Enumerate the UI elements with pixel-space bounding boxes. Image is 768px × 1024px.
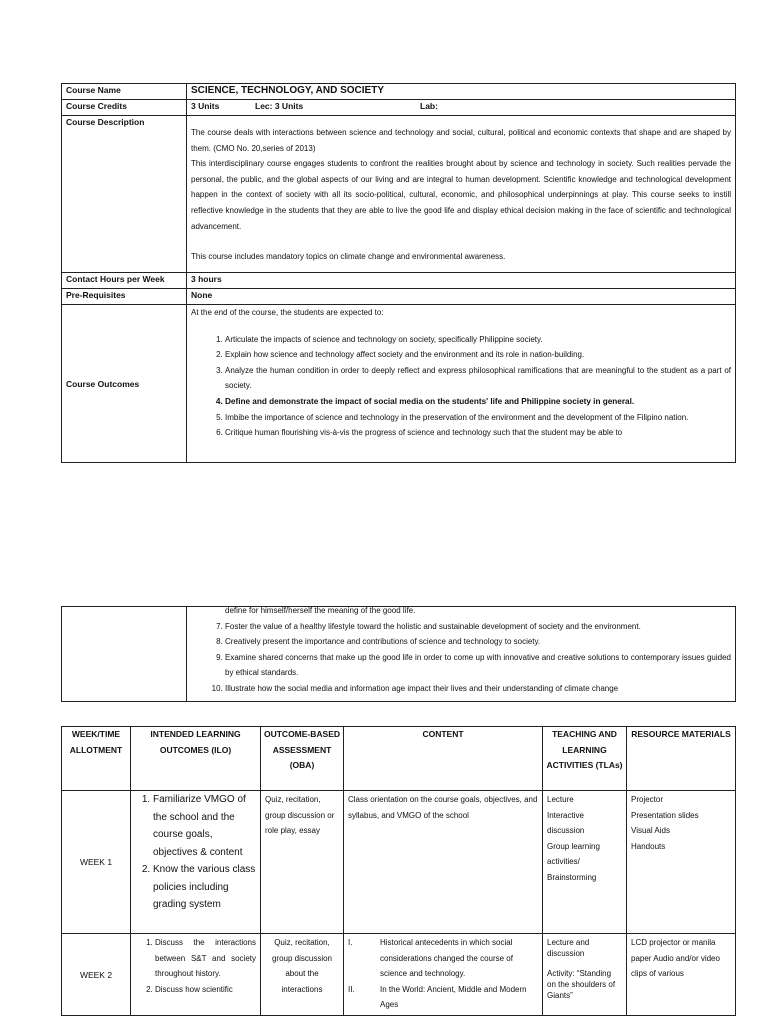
week-2-ilo-list xyxy=(135,935,256,997)
outcome-item: 2. Explain how science and technology affect society and the environment and its role in nation-building. xyxy=(225,347,731,363)
resource-item: Handouts xyxy=(631,841,666,851)
tla-item: Interactive discussion xyxy=(547,810,585,836)
course-credits-label: Course Credits xyxy=(62,100,187,116)
week-2-cell: WEEK 2 xyxy=(62,934,131,1016)
course-name-value: SCIENCE, TECHNOLOGY, AND SOCIETY xyxy=(187,84,736,100)
outcome-item: 5. Imbibe the importance of science and technology in the preservation of the environment and the development of the Filipino nation. xyxy=(225,410,731,426)
tla-activity xyxy=(547,968,622,1001)
prerequisites-value: None xyxy=(187,289,736,305)
ilo-item: 2. Know the various class policies including grading system xyxy=(153,861,258,914)
course-name-label: Course Name xyxy=(62,84,187,100)
table-row xyxy=(62,934,736,1016)
description-paragraph-2: This interdisciplinary course engages students to confront the realities brought about by science and technology in society. Such realities pervade the personal, the public, and the global aspects of our living and are integral to human development. Scientific knowledge and technological development happen in the context of society with all its socio-political, cultural, economic, and philosophical underpinnings at play. This course seeks to instill reflective knowledge in the students that they are able to live the good life and display ethical decision making in the face of scientific and technological advancement. xyxy=(191,159,731,231)
course-outcomes xyxy=(187,305,736,463)
week-1-ilo xyxy=(131,791,261,934)
contact-hours-value: 3 hours xyxy=(187,273,736,289)
description-paragraph-3: This course includes mandatory topics on climate change and environmental awareness. xyxy=(191,252,506,262)
resource-item: Presentation slides xyxy=(631,810,699,820)
week-2-ilo xyxy=(131,934,261,1016)
lab-value: Lab: xyxy=(420,101,438,111)
course-outcomes-label: Course Outcomes xyxy=(62,305,187,463)
continued-outcomes-list xyxy=(191,619,731,697)
course-info-table xyxy=(61,83,736,463)
units-value: 3 Units xyxy=(191,101,220,111)
lec-value: Lec: 3 Units xyxy=(255,101,304,111)
description-paragraph-1: The course deals with interactions between science and technology and social, cultural, political and economic contexts that shape and are shaped by them. (CMO No. 20,series of 2013) xyxy=(191,128,731,153)
header-tla: TEACHING AND LEARNING ACTIVITIES (TLAs) xyxy=(543,727,627,791)
outcomes-intro: At the end of the course, the students are expected to: xyxy=(191,308,384,317)
week-2-content xyxy=(344,934,543,1016)
outcome-item: 1. Articulate the impacts of science and technology on society, specifically Philippine society. xyxy=(225,332,731,348)
header-week: WEEK/TIME ALLOTMENT xyxy=(62,727,131,791)
week-1-tla xyxy=(543,791,627,934)
activity-label: Activity: xyxy=(547,969,575,978)
course-credits-value xyxy=(187,100,736,116)
prerequisites-label: Pre-Requisites xyxy=(62,289,187,305)
tla-item: Lecture and discussion xyxy=(547,938,590,958)
resource-item: Visual Aids xyxy=(631,826,670,836)
contact-hours-label: Contact Hours per Week xyxy=(62,273,187,289)
header-resources: RESOURCE MATERIALS xyxy=(627,727,736,791)
outcome-continuation: define for himself/herself the meaning of the good life. xyxy=(225,606,416,615)
outcome-item: 3. Analyze the human condition in order to deeply reflect and express philosophical ramifications that are meaningful to the student as a part of society. xyxy=(225,363,731,394)
week-2-resources: LCD projector or manila paper Audio and/or video clips of various xyxy=(627,934,736,1016)
week-1-content: Class orientation on the course goals, objectives, and syllabus, and VMGO of the school xyxy=(344,791,543,934)
week-2-oba: Quiz, recitation, group discussion about the interactions xyxy=(261,934,344,1016)
week-1-cell: WEEK 1 xyxy=(62,791,131,934)
outcome-item: 10. Illustrate how the social media and information age impact their lives and their understanding of climate change xyxy=(225,681,731,697)
week-1-oba: Quiz, recitation, group discussion or role play, essay xyxy=(261,791,344,934)
tla-item: Group learning activities/ Brainstorming xyxy=(547,841,600,882)
course-description xyxy=(187,116,736,273)
header-ilo: INTENDED LEARNING OUTCOMES (ILO) xyxy=(131,727,261,791)
week-1-resources xyxy=(627,791,736,934)
outcome-item: 8. Creatively present the importance and contributions of science and technology to society. xyxy=(225,634,731,650)
week-1-ilo-list xyxy=(133,791,258,914)
schedule-table xyxy=(61,726,736,1016)
continued-label-cell xyxy=(62,607,187,702)
outcome-item: 9. Examine shared concerns that make up the good life in order to come up with innovative and creative solutions to contemporary issues guided by ethical standards. xyxy=(225,650,731,681)
table-row xyxy=(62,791,736,934)
week-2-content-list xyxy=(348,935,538,1013)
header-content: CONTENT xyxy=(344,727,543,791)
outcome-item: 6. Critique human flourishing vis-à-vis the progress of science and technology such that the student may be able to xyxy=(225,425,731,441)
week-2-tla xyxy=(543,934,627,1016)
content-item: I. Historical antecedents in which social considerations changed the course of science and technology. xyxy=(348,938,513,979)
continued-outcomes xyxy=(187,607,736,702)
outcomes-list xyxy=(191,332,731,441)
outcome-item: 7. Foster the value of a healthy lifestyle toward the holistic and sustainable development of society and the environment. xyxy=(225,619,731,635)
outcome-item: 4. Define and demonstrate the impact of social media on the students' life and Philippine society in general. xyxy=(225,394,731,410)
tla-item: Lecture xyxy=(547,795,574,804)
resource-item: Projector xyxy=(631,795,664,804)
ilo-item: 1. Discuss the interactions between S&T and society throughout history. xyxy=(155,935,256,982)
ilo-item: 2. Discuss how scientific xyxy=(155,982,256,998)
course-description-label: Course Description xyxy=(62,116,187,273)
header-oba: OUTCOME-BASED ASSESSMENT (OBA) xyxy=(261,727,344,791)
content-item: II. In the World: Ancient, Middle and Modern Ages xyxy=(348,984,527,1010)
continued-outcomes-table xyxy=(61,606,736,702)
ilo-item: 1. Familiarize VMGO of the school and the course goals, objectives & content xyxy=(153,791,258,861)
activity-title: “Standing on the shoulders of Giants” xyxy=(547,969,616,1000)
